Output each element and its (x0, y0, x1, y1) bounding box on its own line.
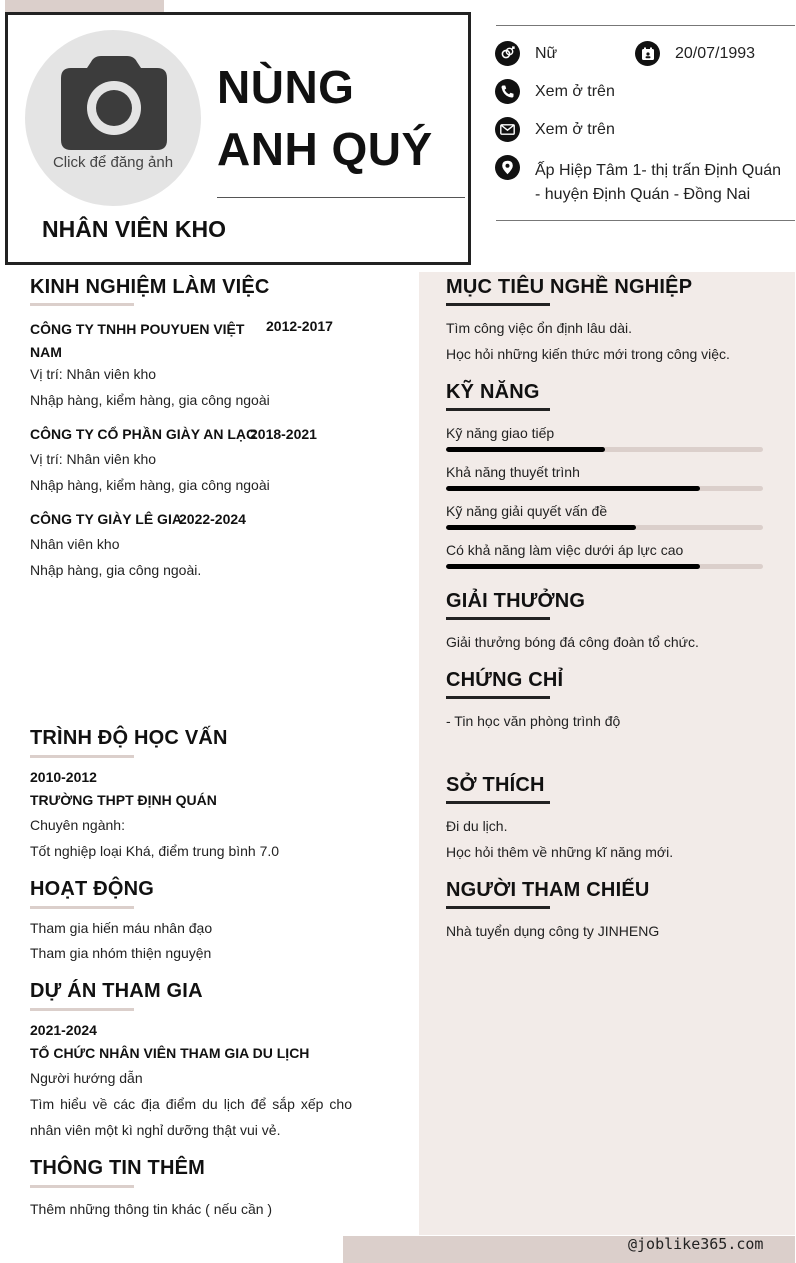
skills-underline (446, 408, 550, 411)
address-line-1: Ấp Hiệp Tâm 1- thị trấn Định Quán (535, 162, 782, 179)
skill-3-bar-fill (446, 525, 636, 530)
email-icon (495, 117, 520, 142)
activities-line-2: Tham gia nhóm thiện nguyện (30, 945, 212, 961)
experience-2-line-2: Nhập hàng, kiểm hàng, gia công ngoài (30, 477, 270, 493)
awards-title: GIẢI THƯỞNG (446, 590, 586, 612)
activities-line-1: Tham gia hiến máu nhân đạo (30, 920, 213, 936)
location-icon (495, 155, 520, 180)
experience-2-line-1: Vị trí: Nhân viên kho (30, 451, 157, 467)
contact-top-divider (496, 25, 795, 26)
skills-title: KỸ NĂNG (446, 381, 540, 403)
job-title: NHÂN VIÊN KHO (42, 216, 227, 242)
phone-value: Xem ở trên (535, 83, 615, 100)
extra-info-title: THÔNG TIN THÊM (30, 1157, 206, 1179)
skill-4-bar-fill (446, 564, 700, 569)
experience-3-company: CÔNG TY GIÀY LÊ GIA (30, 511, 182, 527)
name-line-1: NÙNG (217, 61, 355, 113)
objective-title: MỤC TIÊU NGHỀ NGHIỆP (446, 276, 693, 298)
education-period: 2010-2012 (30, 769, 97, 785)
address-value (535, 159, 781, 207)
awards-underline (446, 617, 550, 620)
hobbies-line-2: Học hỏi thêm về những kĩ năng mới. (446, 844, 674, 860)
project-desc-line-2: nhân viên một kì nghỉ dưỡng thật vui vẻ. (30, 1122, 281, 1138)
extra-info-underline (30, 1185, 134, 1188)
skill-3-bar (446, 525, 763, 530)
extra-info-line-1: Thêm những thông tin khác ( nếu cần ) (30, 1201, 273, 1217)
experience-2-company: CÔNG TY CỔ PHẦN GIÀY AN LẠC (30, 426, 257, 442)
experience-1-company-line-2: NAM (30, 344, 62, 360)
avatar-upload[interactable] (25, 30, 201, 206)
right-column-panel (419, 272, 795, 1235)
experience-1-company (30, 318, 244, 364)
experience-3-line-1: Nhân viên kho (30, 536, 120, 552)
certificates-underline (446, 696, 550, 699)
skill-2-bar (446, 486, 763, 491)
avatar-caption: Click để đăng ảnh (52, 154, 174, 171)
hobbies-line-1: Đi du lịch. (446, 818, 508, 834)
address-line-2: - huyện Định Quán - Đồng Nai (535, 186, 751, 203)
email-value: Xem ở trên (535, 121, 615, 138)
projects-underline (30, 1008, 134, 1011)
gender-value: Nữ (535, 45, 558, 62)
skill-2-bar-fill (446, 486, 700, 491)
experience-underline (30, 303, 134, 306)
gender-icon (495, 41, 520, 66)
skill-2-label: Khả năng thuyết trình (446, 464, 580, 480)
project-role: Người hướng dẫn (30, 1070, 143, 1086)
full-name (217, 56, 457, 180)
hobbies-title: SỞ THÍCH (446, 774, 545, 796)
calendar-icon (635, 41, 660, 66)
education-title: TRÌNH ĐỘ HỌC VẤN (30, 727, 228, 749)
skill-4-label: Có khả năng làm việc dưới áp lực cao (446, 542, 684, 558)
objective-line-2: Học hỏi những kiến thức mới trong công việc. (446, 346, 730, 362)
phone-icon (495, 79, 520, 104)
awards-line-1: Giải thưởng bóng đá công đoàn tổ chức. (446, 634, 699, 650)
project-period: 2021-2024 (30, 1022, 97, 1038)
skill-4-bar (446, 564, 763, 569)
references-title: NGƯỜI THAM CHIẾU (446, 879, 650, 901)
projects-title: DỰ ÁN THAM GIA (30, 980, 203, 1002)
skill-3-label: Kỹ năng giải quyết vấn đề (446, 503, 608, 519)
project-desc-line-1: Tìm hiểu về các địa điểm du lịch để sắp xếp cho (30, 1096, 352, 1112)
experience-1-line-2: Nhập hàng, kiểm hàng, gia công ngoài (30, 392, 270, 408)
camera-icon (61, 54, 167, 150)
contact-bottom-divider (496, 220, 795, 221)
certificates-line-1: - Tin học văn phòng trình độ (446, 713, 621, 729)
experience-2-period: 2018-2021 (250, 426, 317, 442)
activities-underline (30, 906, 134, 909)
watermark: @joblike365.com (628, 1235, 764, 1253)
experience-1-company-line-1: CÔNG TY TNHH POUYUEN VIỆT (30, 321, 245, 337)
objective-line-1: Tìm công việc ổn định lâu dài. (446, 320, 632, 336)
experience-1-period: 2012-2017 (266, 318, 333, 334)
certificates-title: CHỨNG CHỈ (446, 669, 564, 691)
skill-1-bar-fill (446, 447, 605, 452)
experience-title: KINH NGHIỆM LÀM VIỆC (30, 276, 270, 298)
education-underline (30, 755, 134, 758)
name-divider (217, 197, 465, 198)
objective-underline (446, 303, 550, 306)
activities-title: HOẠT ĐỘNG (30, 878, 155, 900)
experience-3-period: 2022-2024 (179, 511, 246, 527)
education-line-1: Chuyên ngành: (30, 817, 125, 833)
experience-3-line-2: Nhập hàng, gia công ngoài. (30, 562, 202, 578)
education-line-2: Tốt nghiệp loại Khá, điểm trung bình 7.0 (30, 843, 280, 859)
skill-1-bar (446, 447, 763, 452)
references-line-1: Nhà tuyển dụng công ty JINHENG (446, 923, 660, 939)
name-line-2: ANH QUÝ (217, 123, 433, 175)
experience-1-line-1: Vị trí: Nhân viên kho (30, 366, 157, 382)
skill-1-label: Kỹ năng giao tiếp (446, 425, 555, 441)
birthday-value: 20/07/1993 (675, 45, 756, 62)
hobbies-underline (446, 801, 550, 804)
project-name: TỔ CHỨC NHÂN VIÊN THAM GIA DU LỊCH (30, 1045, 310, 1061)
references-underline (446, 906, 550, 909)
education-school: TRƯỜNG THPT ĐỊNH QUÁN (30, 792, 217, 808)
